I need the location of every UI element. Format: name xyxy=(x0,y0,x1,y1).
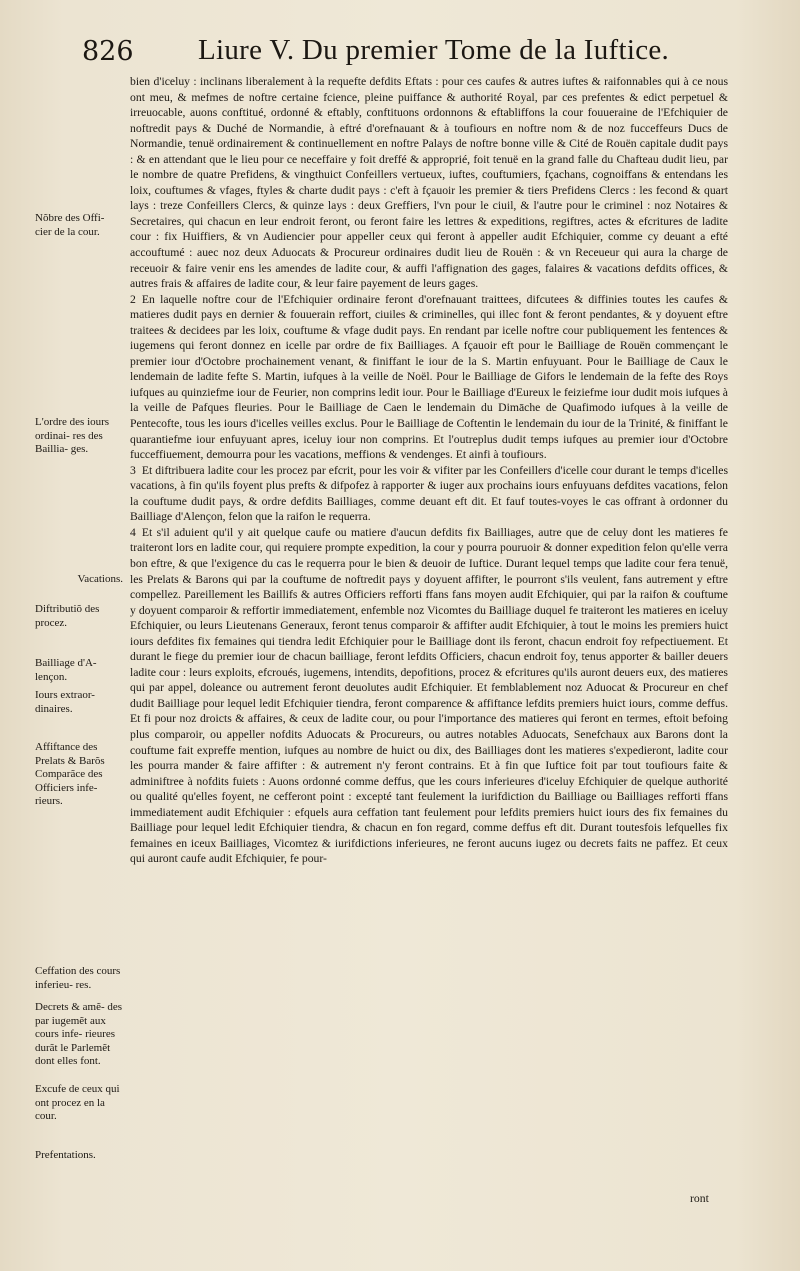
page-header xyxy=(0,30,800,80)
paragraph-4 xyxy=(130,525,728,867)
margin-note-nombre: Nõbre des Offi- cier de la cour. xyxy=(35,212,105,238)
paragraph-text: Et diftribuera ladite cour les procez par efcrit, pour les voir & vifiter par les Confeillers d'icelle cour durant le temps d'icelles vacations, à fin qu'ils foyent plus prefts & difpofez à rapporter & iuger aux prochains iours enfuyuans defdites vacations, felon la couftume dudit pays, & ordre defdits Bailliages, comme deuant eft dit. Et fauf toutes-voyes le cas offrant à ordonner du Bailliage d'Alençon, felon que la raifon le requerra. xyxy=(130,463,728,524)
paragraph-3 xyxy=(130,463,728,525)
article-number: 2 xyxy=(130,292,136,306)
margin-note-presentations: Prefentations. xyxy=(35,1149,96,1161)
margin-note-alencon: Bailliage d'A- lençon. xyxy=(35,657,97,683)
paragraph-text: Et s'il aduient qu'il y ait quelque caufe ou matiere d'aucun defdits fix Bailliages, autre que de celuy dont les matieres fe traiteront lors en ladite cour, qui requiere prompte expedition, la cour y pourra pouruoir & donner expedition felon qu'elle verra bon eftre, & que l'exigence du cas le requerra pour le bien & deuoir de Iuftice. Durant lequel temps que ladite cour fera tenuë, les Prelats & Barons qui par la couftume de noftredit pays y doyuent affifter, le pourront s'ils veulent, fans autrement y eftre compellez. Pareillement les Baillifs & autres Officiers refforti ffans fans moyen audit Efchiquier, qui par la raifon & couftume y doyuent comparoir & reffortir immediatement, enfemble noz Vicomtes du Bailliage duquel fe traiteront les matieres en iceluy Efchiquier, ou leurs Lieutenans Generaux, feront tenus comparoir & affifter audit Efchiquier, à tout le moins les premiers huict iours defdites fix femaines qui tiendra ledit Efchiquier pour le Bailliage dont ils feront, chacun endroit foy refpectiuement. Et durant le fiege du premier iour de chacun bailliage, feront lefdits Officiers, chacun endroit foy, tenus apporter & bailler deuers ladite cour : leurs exploits, efcroués, iugemens, intendits, depofitions, procez & efcritures qu'ils auront deuers eux, des matieres qui par appel, doleance ou autrement feront deuolutes audit Efchiquier. Et femblablement noz Aduocat & Procureur en chef dudit Bailliage pour lequel ledit Efchiquier tiendra, feront comparence & affiftance lefdits premiers huict iours, comme deffus. Et fi pour noz droicts & affaires, & ceux de ladite cour, ou pour l'importance des matieres qui feront en termes, eftoit befoing plus comparoir, ou appeller nofdits Aduocats & Procureurs, ou autres notables Aduocats, Senefchaux aux Barons dont la couftume fait expreffe mention, iufques au nombre de huict ou dix, des Bailliages dont les matieres s'expedieront, ladite cour les pourra mander & faire affifter : & autrement n'y feront contrains. Et à fin que Iuftice foit par tout toufiours faite & adminiftree à nofdits fuiets : Auons ordonné comme deffus, que les cours inferieures d'iceluy Efchiquier de quelque authorité ou qualité qu'elles foyent, ne cefferont point : excepté tant feulement la iurifdiction du Bailliage ou Bailliages refforti ffans immediatement audit Efchiquier : efquels aura ceffation tant feulement pour lefdits premiers huict iours des fix femaines du Bailliage pour lequel ledit Efchiquier tiendra, & chacun en fon regard, comme deffus eft dit. Durant toutesfois lefquelles fix femaines en iceux Bailliages, Vicomtez & iurifdictions inferieures, ne feront aucuns iugez ou decrets faits ne paffez. Et ceux qui auront caufe audit Efchiquier, fe pour- xyxy=(130,525,728,866)
margin-note-assistance: Affiftance des Prelats & Barõs Comparãce des Officiers infe- rieurs. xyxy=(35,741,105,808)
page-number: 826 xyxy=(82,36,134,67)
margin-note-vacations: Vacations. xyxy=(77,573,123,585)
catchword: ront xyxy=(690,1192,709,1205)
margin-note-decrets: Decrets & amẽ- des par iugemẽt aux cours infe- rieures durãt le Parlemẽt dont elles font. xyxy=(35,1001,123,1068)
paragraph-text: bien d'iceluy : inclinans liberalement à la requefte defdits Eftats : pour ces caufes & autres iuftes & raifonnables qui à ce nous ont meu, & mefmes de noftre certaine fcience, pleine puiffance & authorité Royal, par ces prefentes & edict perpetuel & irreuocable, auons conftitué, ordonné & eftably, conftituons ordonnons & eftabliffons la cour fouueraine de l'Efchiquier de noftredit pays & Duché de Normandie, à eftré d'orefnauant & à toufiours en noftre nom & de noz fucceffeurs Ducs de Normandie, tenuë ordinairement & continuellement en noftre Palays de noftre bonne ville & Cité de Rouën capitale dudit pays : & en attendant que le lieu pour ce neceffaire y foit dreffé & approprié, foit tenuë en la grand falle du Chafteau dudit lieu, par le nombre de quatre Prefidens, & vingthuict Confeillers vertueux, iuftes, couftumiers, fçachans, cognoiffans & entendans les loix, couftumes & vfages, ftyles & charte dudit pays : c'eft à fçauoir les premier & tiers Prefidens Clercs : les fecond & quart lays : treze Confeillers Clercs, & quinze lays : deux Greffiers, l'vn pour le ciuil, & l'autre pour le criminel : noz Notaires & Secretaires, qui chacun en leur endroit feront, ou feront faire les lettres & expeditions, regiftres, actes & efcritures de ladite cour : fix Huiffiers, & vn Audiencier pour appeller ceux qui feront à appeller audit Efchiquier, comme cy deuant a efté accouftumé : auec noz deux Aduocats & Procureur ordinaires dudit lieu de Rouën : & vn Receueur qui aura la charge de receuoir & faire venir ens les amendes de ladite cour, & auffi l'affignation des gages, falaires & vacations defdits offices, & autres frais & affaires de ladite cour, & leur faire payement de leurs gages. xyxy=(130,75,728,291)
margin-note-distribution: Diftributiõ des procez. xyxy=(35,603,100,629)
paragraph-text: En laquelle noftre cour de l'Efchiquier ordinaire feront d'orefnauant traittees, difcutees & diffinies toutes les caufes & matieres dudit pays en dernier & fouuerain reffort, ciuiles & criminelles, qui illec font & feront pendantes, & y doyuent eftre traitees & decidees par les loix, couftume & vfage dudit pays. En rendant par icelle noftre cour publiquement les fentences & iugemens qui feront donnez en icelle par ordre de fix Bailliages. A fçauoir eft pour le Bailliage de Rouën commençant le premier iour d'Octobre prochainement venant, & finiffant le iour de la S. Martin enfuyuant. Pour le Bailliage de Caux le lendemain de ladite fefte S. Martin, iufques à la veille de Noël. Pour le Bailliage de Gifors le lendemain de la fefte des Roys iufques au quinziefme iour de Feurier, non comprins ledit iour. Pour le Bailliage d'Eureux le feiziefme iour dudit mois iufques à la veille de Pafques fleuries. Pour le Bailliage de Caen le lendemain du Dimāche de Quafimodo iufques à la veille de Pentecofte, tous les iours d'icelles veilles exclus. Pour le Bailliage de Coftentin le lendemain du iour de la Trinité, & finiffant le quarantiefme iour enfuyuant apres, iceluy iour non comprins. Et l'outreplus dudit temps iufques au premier iour d'Octobre fucceffiuement, demourra pour les vacations, meffions & vendenges. Et ainfi à toufiours. xyxy=(130,292,728,462)
paragraph-intro xyxy=(130,74,728,292)
margin-note-ordre: L'ordre des iours ordinai- res des Baillia- ges. xyxy=(35,416,110,456)
running-head: Liure V. Du premier Tome de la Iuftice. xyxy=(198,34,670,66)
article-number: 4 xyxy=(130,525,136,539)
margin-note-cessation: Ceffation des cours inferieu- res. xyxy=(35,965,121,991)
margin-note-extraord: Iours extraor- dinaires. xyxy=(35,689,95,715)
paragraph-2 xyxy=(130,292,728,463)
main-text xyxy=(130,74,728,867)
margin-note-excuse: Excufe de ceux qui ont procez en la cour. xyxy=(35,1083,120,1123)
article-number: 3 xyxy=(130,463,136,477)
